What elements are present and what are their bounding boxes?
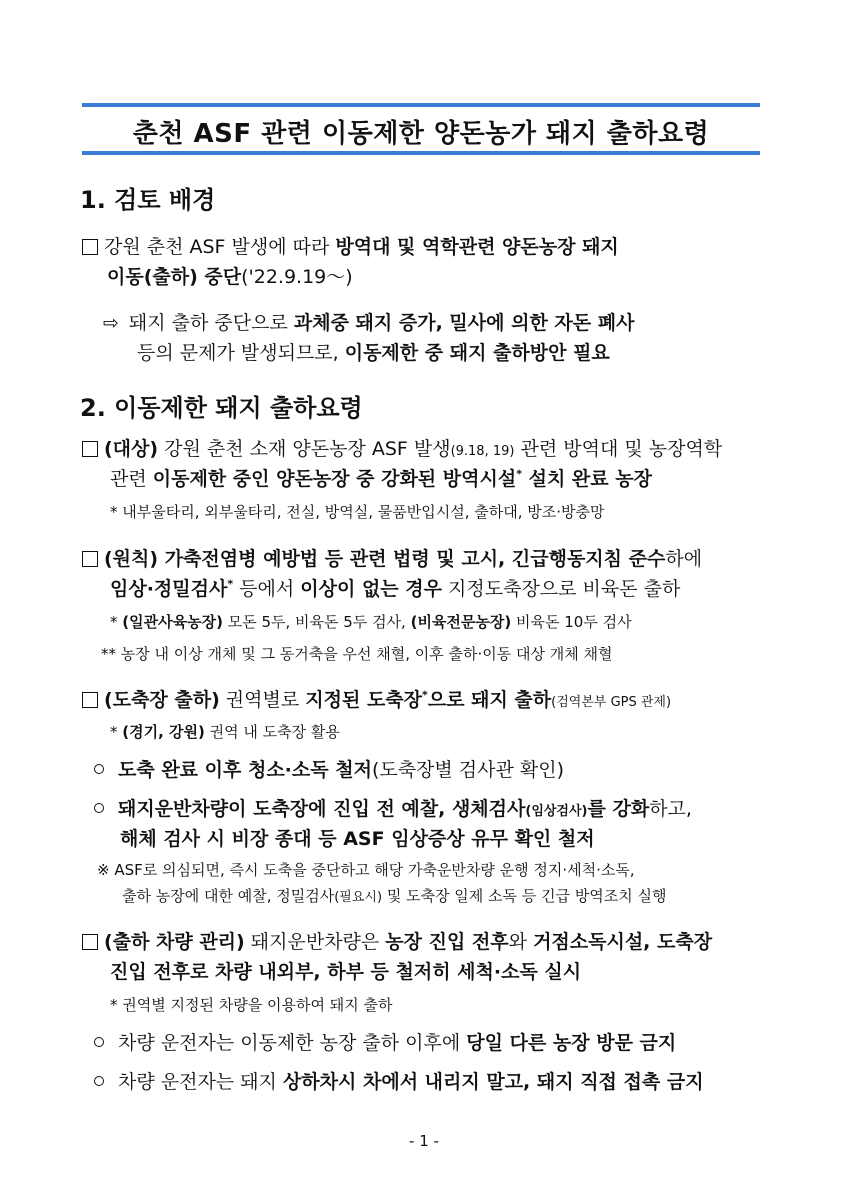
checkbox-square-icon [82,934,98,950]
title-top-rule [82,103,760,107]
checkbox-square-icon [82,551,98,567]
text-bold: (도축장 출하) [104,689,220,711]
text-bold: (대상) [104,438,159,460]
text-bold: 이동(출하) 중단 [107,266,242,288]
arrow-right-icon: ⇨ [103,312,119,334]
text: 돼지 출하 중단으로 [128,312,294,334]
text: 등에서 [233,578,301,600]
sec2-target-note: * 내부울타리, 외부울타리, 전실, 방역실, 물품반입시설, 출하대, 방조·방충망 [110,503,605,521]
text-bold: 거점소독시설, 도축장 [533,931,713,953]
text: ('22.9.19～) [241,266,353,288]
sec2-slaughter-o2-line1 [94,794,692,821]
text: 권역 내 도축장 활용 [204,723,340,741]
sec2-slaughter-note [110,721,340,742]
text: 출하 농장에 대한 예찰, 정밀검사 [122,887,335,905]
sec2-vehicle-line2: 진입 전후로 차량 내외부, 하부 등 철저히 세척·소독 실시 [110,961,582,983]
text-bold: 이동제한 중인 양돈농장 중 강화된 방역시설 [152,468,517,490]
sec2-target-line1 [82,434,722,461]
text-bold: 방역대 및 역학관련 양돈농장 돼지 [335,236,619,258]
title-bottom-rule [82,151,760,155]
text-bold: 상하차시 차에서 내리지 말고, 돼지 직접 접촉 금지 [282,1071,704,1093]
text: 하에 [665,548,703,570]
sec2-vehicle-line1 [82,927,712,954]
circle-bullet-icon [94,764,104,774]
sec2-slaughter-o2-line2: 해체 검사 시 비장 종대 등 ASF 임상증상 유무 확인 철저 [120,828,595,850]
text: 와 [508,931,534,953]
sec2-principle-note2: ** 농장 내 이상 개체 및 그 동거축을 우선 채혈, 이후 출하·이동 대상 개체 채혈 [101,645,613,663]
title-box [82,103,760,155]
text: 돼지운반차량은 [244,931,386,953]
sec2-slaughter-ref-line1: ※ ASF로 의심되면, 즉시 도축을 중단하고 해당 가축운반차량 운행 정지·세척·소독, [97,861,635,879]
sec1-item1-line2 [107,262,353,289]
section-2-heading: 2. 이동제한 돼지 출하요령 [80,394,363,422]
circle-bullet-icon [94,803,104,813]
checkbox-square-icon [82,239,98,255]
text-bold: 가축전염병 예방법 등 관련 법령 및 고시, 긴급행동지침 준수 [164,548,666,570]
page-number: - 1 - [409,1132,439,1150]
sec2-vehicle-o2 [94,1067,704,1094]
text: 및 도축장 일제 소독 등 긴급 방역조치 실행 [382,887,667,905]
text: 관련 [110,468,153,490]
sec2-vehicle-note: * 권역별 지정된 차량을 이용하여 돼지 출하 [110,996,393,1014]
text-bold: 농장 진입 전후 [385,931,509,953]
sec2-vehicle-o1 [94,1028,676,1055]
text-bold: (원칙) [104,548,165,570]
text: 되므로, [277,342,345,364]
text-bold: 이동제한 중 돼지 출하방안 필요 [344,342,610,364]
footnote-mark: * [422,688,428,702]
sec1-item2-line1 [103,308,634,335]
sec1-item2-line2 [137,338,610,365]
footnote-mark: * [227,577,234,591]
text-bold: (출하 차량 관리) [104,931,245,953]
sec2-principle-note1 [110,611,632,632]
text: 등의 문제가 발생 [137,342,278,364]
text-bold: 이상이 없는 경우 [300,578,442,600]
section-1-heading: 1. 검토 배경 [80,186,216,214]
text-bold: (경기, 강원) [122,723,205,741]
text: 강원 춘천 소재 양돈농장 ASF 발생 [158,438,451,460]
text: 관련 방역대 및 농장역학 [514,438,723,460]
checkbox-square-icon [82,692,98,708]
text: 하고, [649,798,692,820]
text: 권역별로 [219,689,306,711]
text: 강원 춘천 ASF 발생에 따라 [104,236,336,258]
text-bold: 설치 완료 농장 [521,468,652,490]
sec2-target-line2 [110,464,652,491]
text-bold: (비육전문농장) [410,613,512,631]
page-title: 춘천 ASF 관련 이동제한 양돈농가 돼지 출하요령 [132,119,710,149]
text: (검역본부 GPS 관제) [551,695,672,710]
circle-bullet-icon [94,1076,104,1086]
sec2-principle-line1 [82,544,702,571]
text-bold: 를 [587,798,613,820]
text: 차량 운전자는 돼지 [118,1071,283,1093]
text-bold: (일관사육농장) [122,613,223,631]
text: * [110,723,123,741]
text-bold: 임상·정밀검사 [110,578,228,600]
text-bold: 도축 완료 이후 청소·소독 철저 [118,759,372,781]
text-bold: 당일 다른 농장 방문 금지 [466,1032,677,1054]
text: (도축장별 검사관 확인) [371,759,565,781]
text: 지정도축장으로 비육돈 출하 [441,578,681,600]
text: * [110,613,123,631]
text: 비육돈 10두 검사 [511,613,632,631]
sec1-item1-line1 [82,232,619,259]
text-bold: 으로 돼지 출하 [427,689,552,711]
text: (필요시) [334,890,383,905]
footnote-mark: * [516,467,522,481]
text: (9.18, 19) [450,444,515,459]
text-bold: 강화 [612,798,650,820]
text: 모돈 5두, 비육돈 5두 검사, [222,613,411,631]
text-bold: (임상검사) [525,804,588,819]
sec2-slaughter-o1 [94,755,564,782]
sec2-slaughter-ref-line2 [122,885,667,906]
sec2-slaughter-line1 [82,685,671,712]
text-bold: 돼지운반차량이 도축장에 진입 전 예찰, 생체검사 [118,798,526,820]
text-bold: 지정된 도축장 [305,689,423,711]
circle-bullet-icon [94,1037,104,1047]
sec2-principle-line2 [110,574,680,601]
checkbox-square-icon [82,441,98,457]
text: 차량 운전자는 이동제한 농장 출하 이후에 [118,1032,467,1054]
text-bold: 과체중 돼지 증가, 밀사에 의한 자돈 폐사 [293,312,635,334]
